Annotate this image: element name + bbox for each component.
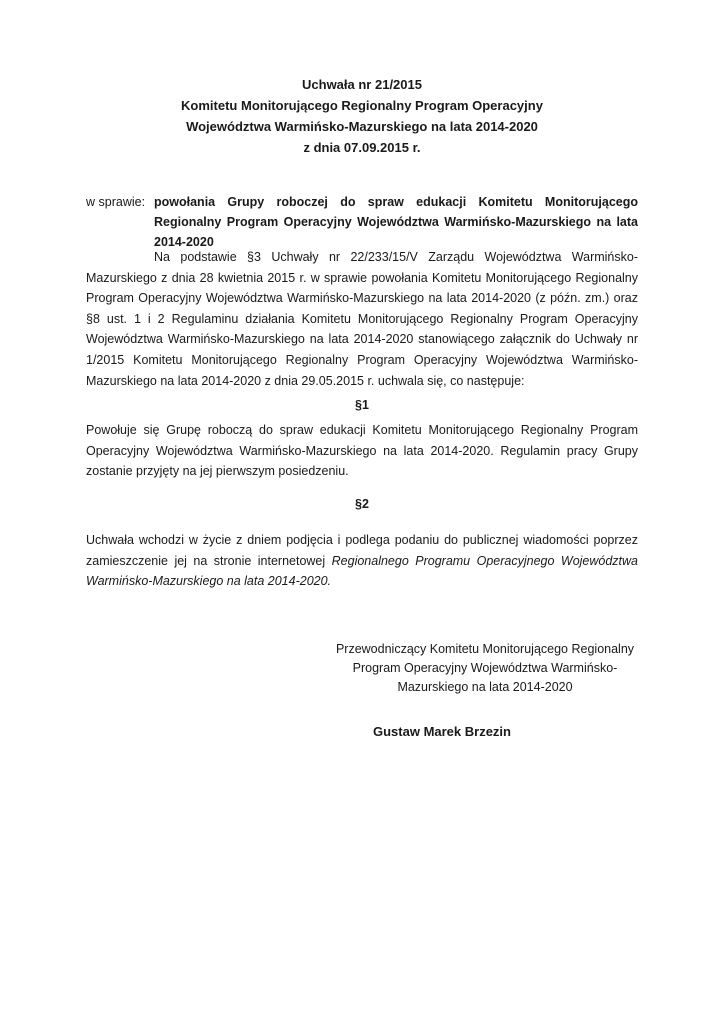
signature-title-line-1: Przewodniczący Komitetu Monitorującego Regionalny xyxy=(335,642,635,656)
signature-title xyxy=(330,640,640,697)
resolution-header xyxy=(0,74,724,158)
signature-title-line-2: Program Operacyjny Województwa Warmińsko- xyxy=(352,661,618,675)
resolution-date: z dnia 07.09.2015 r. xyxy=(303,140,421,155)
signer-name: Gustaw Marek Brzezin xyxy=(373,724,511,739)
section-2-paragraph xyxy=(86,530,638,592)
section-2-program-name: Regionalnego Programu Operacyjnego Województwa Warmińsko-Mazurskiego na lata 2014-2020. xyxy=(86,553,639,589)
resolution-number: Uchwała nr 21/2015 xyxy=(302,77,422,92)
section-2-text: Uchwała wchodzi w życie z dniem podjęcia i podlega podaniu do publicznej wiadomości poprzez zamieszczenie jej na stronie internetowej xyxy=(86,533,638,568)
section-1-mark: §1 xyxy=(355,398,369,412)
committee-name: Komitetu Monitorującego Regionalny Program Operacyjny xyxy=(181,98,543,113)
subject-block xyxy=(86,192,638,252)
subject-text: powołania Grupy roboczej do spraw edukacji Komitetu Monitorującego Regionalny Program Operacyjny Województwa Warmińsko-Mazurskiego na lata 2014-2020 xyxy=(154,195,638,249)
preamble-paragraph: Na podstawie §3 Uchwały nr 22/233/15/V Zarządu Województwa Warmińsko-Mazurskiego z dnia 28 kwietnia 2015 r. w sprawie powołania Komitetu Monitorującego Regionalny Program Operacyjny Województwa Warmińsko-Mazurskiego na lata 2014-2020 (z późn. zm.) oraz §8 ust. 1 i 2 Regulaminu działania Komitetu Monitorującego Regionalny Program Operacyjny Województwa Warmińsko-Mazurskiego na lata 2014-2020 stanowiącego załącznik do Uchwały nr 1/2015 Komitetu Monitorującego Regionalny Program Operacyjny Województwa Warmińsko-Mazurskiego na lata 2014-2020 z dnia 29.05.2015 r. uchwala się, co następuje: xyxy=(86,250,638,388)
subject-label: w sprawie: xyxy=(86,195,146,209)
section-1-text: Powołuje się Grupę roboczą do spraw edukacji Komitetu Monitorującego Regionalny Program Operacyjny Województwa Warmińsko-Mazurskiego na lata 2014-2020. Regulamin pracy Grupy zostanie przyjęty na jej pierwszym posiedzeniu. xyxy=(86,423,638,479)
region-period: Województwa Warmińsko-Mazurskiego na lata 2014-2020 xyxy=(186,119,538,134)
signature-title-line-3: Mazurskiego na lata 2014-2020 xyxy=(397,680,573,694)
section-2-mark: §2 xyxy=(355,497,369,511)
